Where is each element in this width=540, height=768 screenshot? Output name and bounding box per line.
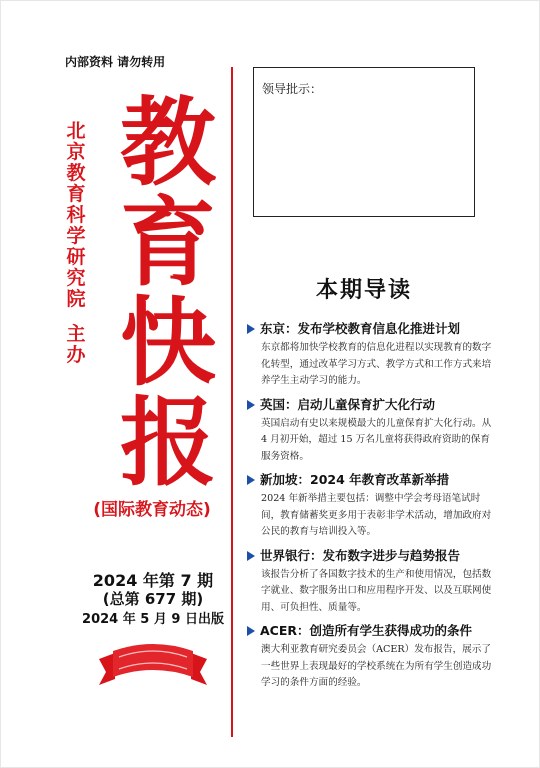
article-summary: 该报告分析了各国数字技术的生产和使用情况，包括数字就业、数字服务出口和应用程序开发、以及互联网使用、可负担性、质量等。 — [261, 568, 492, 613]
vertical-divider — [231, 67, 233, 737]
ribbon-ornament-icon — [93, 639, 213, 697]
guide-title: 本期导读 — [315, 277, 412, 303]
article-headline: 新加坡：2024 年教育改革新举措 — [260, 472, 450, 487]
issue-number: 2024 年第 7 期 — [92, 571, 214, 590]
article-list — [247, 321, 497, 699]
publisher-name: 北京教育科学研究院 — [66, 120, 86, 310]
list-item — [247, 397, 497, 466]
list-item — [247, 548, 497, 617]
series-name: (国际教育动态) — [93, 500, 211, 520]
issue-total: (总第 677 期) — [102, 590, 204, 608]
article-headline-row — [247, 548, 497, 564]
masthead-title — [113, 87, 223, 499]
instruction-label: 领导批示： — [262, 82, 323, 96]
article-headline: ACER：创造所有学生获得成功的条件 — [260, 623, 473, 638]
internal-use-note: 内部资料 请勿转用 — [65, 55, 166, 69]
masthead-char: 报 — [120, 387, 216, 499]
issue-date: 2024 年 5 月 9 日出版 — [82, 612, 224, 627]
bullet-triangle-icon — [247, 475, 255, 485]
publisher-role: 主办 — [66, 323, 86, 366]
publisher-gap — [63, 310, 89, 324]
article-summary: 2024 年新举措主要包括：调整中学会考母语笔试时间，教育储蓄奖更多用于表彰非学术活动，增加政府对公民的教育与培训投入等。 — [261, 493, 492, 537]
publisher-credit — [63, 121, 89, 366]
article-summary: 英国启动有史以来规模最大的儿童保育扩大化行动。从 4 月初开始，超过 15 万名儿童将获得政府资助的保育服务资格。 — [261, 417, 492, 462]
article-headline-row — [247, 623, 497, 639]
masthead-char: 快 — [120, 287, 216, 399]
article-summary: 东京都将加快学校教育的信息化进程以实现教育的数字化转型，通过改革学习方式、教学方式和工作方式来培养学生主动学习的能力。 — [261, 342, 492, 386]
leader-instruction-box — [253, 67, 475, 217]
article-headline: 东京：发布学校教育信息化推进计划 — [260, 321, 461, 336]
bullet-triangle-icon — [247, 626, 255, 636]
list-item — [247, 623, 497, 692]
list-item — [247, 472, 497, 541]
masthead-char: 教 — [120, 87, 216, 199]
bullet-triangle-icon — [247, 551, 255, 561]
article-headline-row — [247, 472, 497, 488]
list-item — [247, 321, 497, 390]
bullet-triangle-icon — [247, 324, 255, 334]
masthead-char: 育 — [120, 187, 216, 299]
article-headline: 世界银行：发布数字进步与趋势报告 — [260, 547, 461, 563]
article-headline-row — [247, 321, 497, 337]
bullet-triangle-icon — [247, 400, 255, 410]
article-headline-row — [247, 397, 497, 413]
article-summary: 澳大利亚教育研究委员会（ACER）发布报告，展示了一些世界上表现最好的学校系统在为所有学生创造成功学习的条件方面的经验。 — [261, 644, 492, 688]
article-headline: 英国：启动儿童保育扩大化行动 — [260, 396, 436, 412]
